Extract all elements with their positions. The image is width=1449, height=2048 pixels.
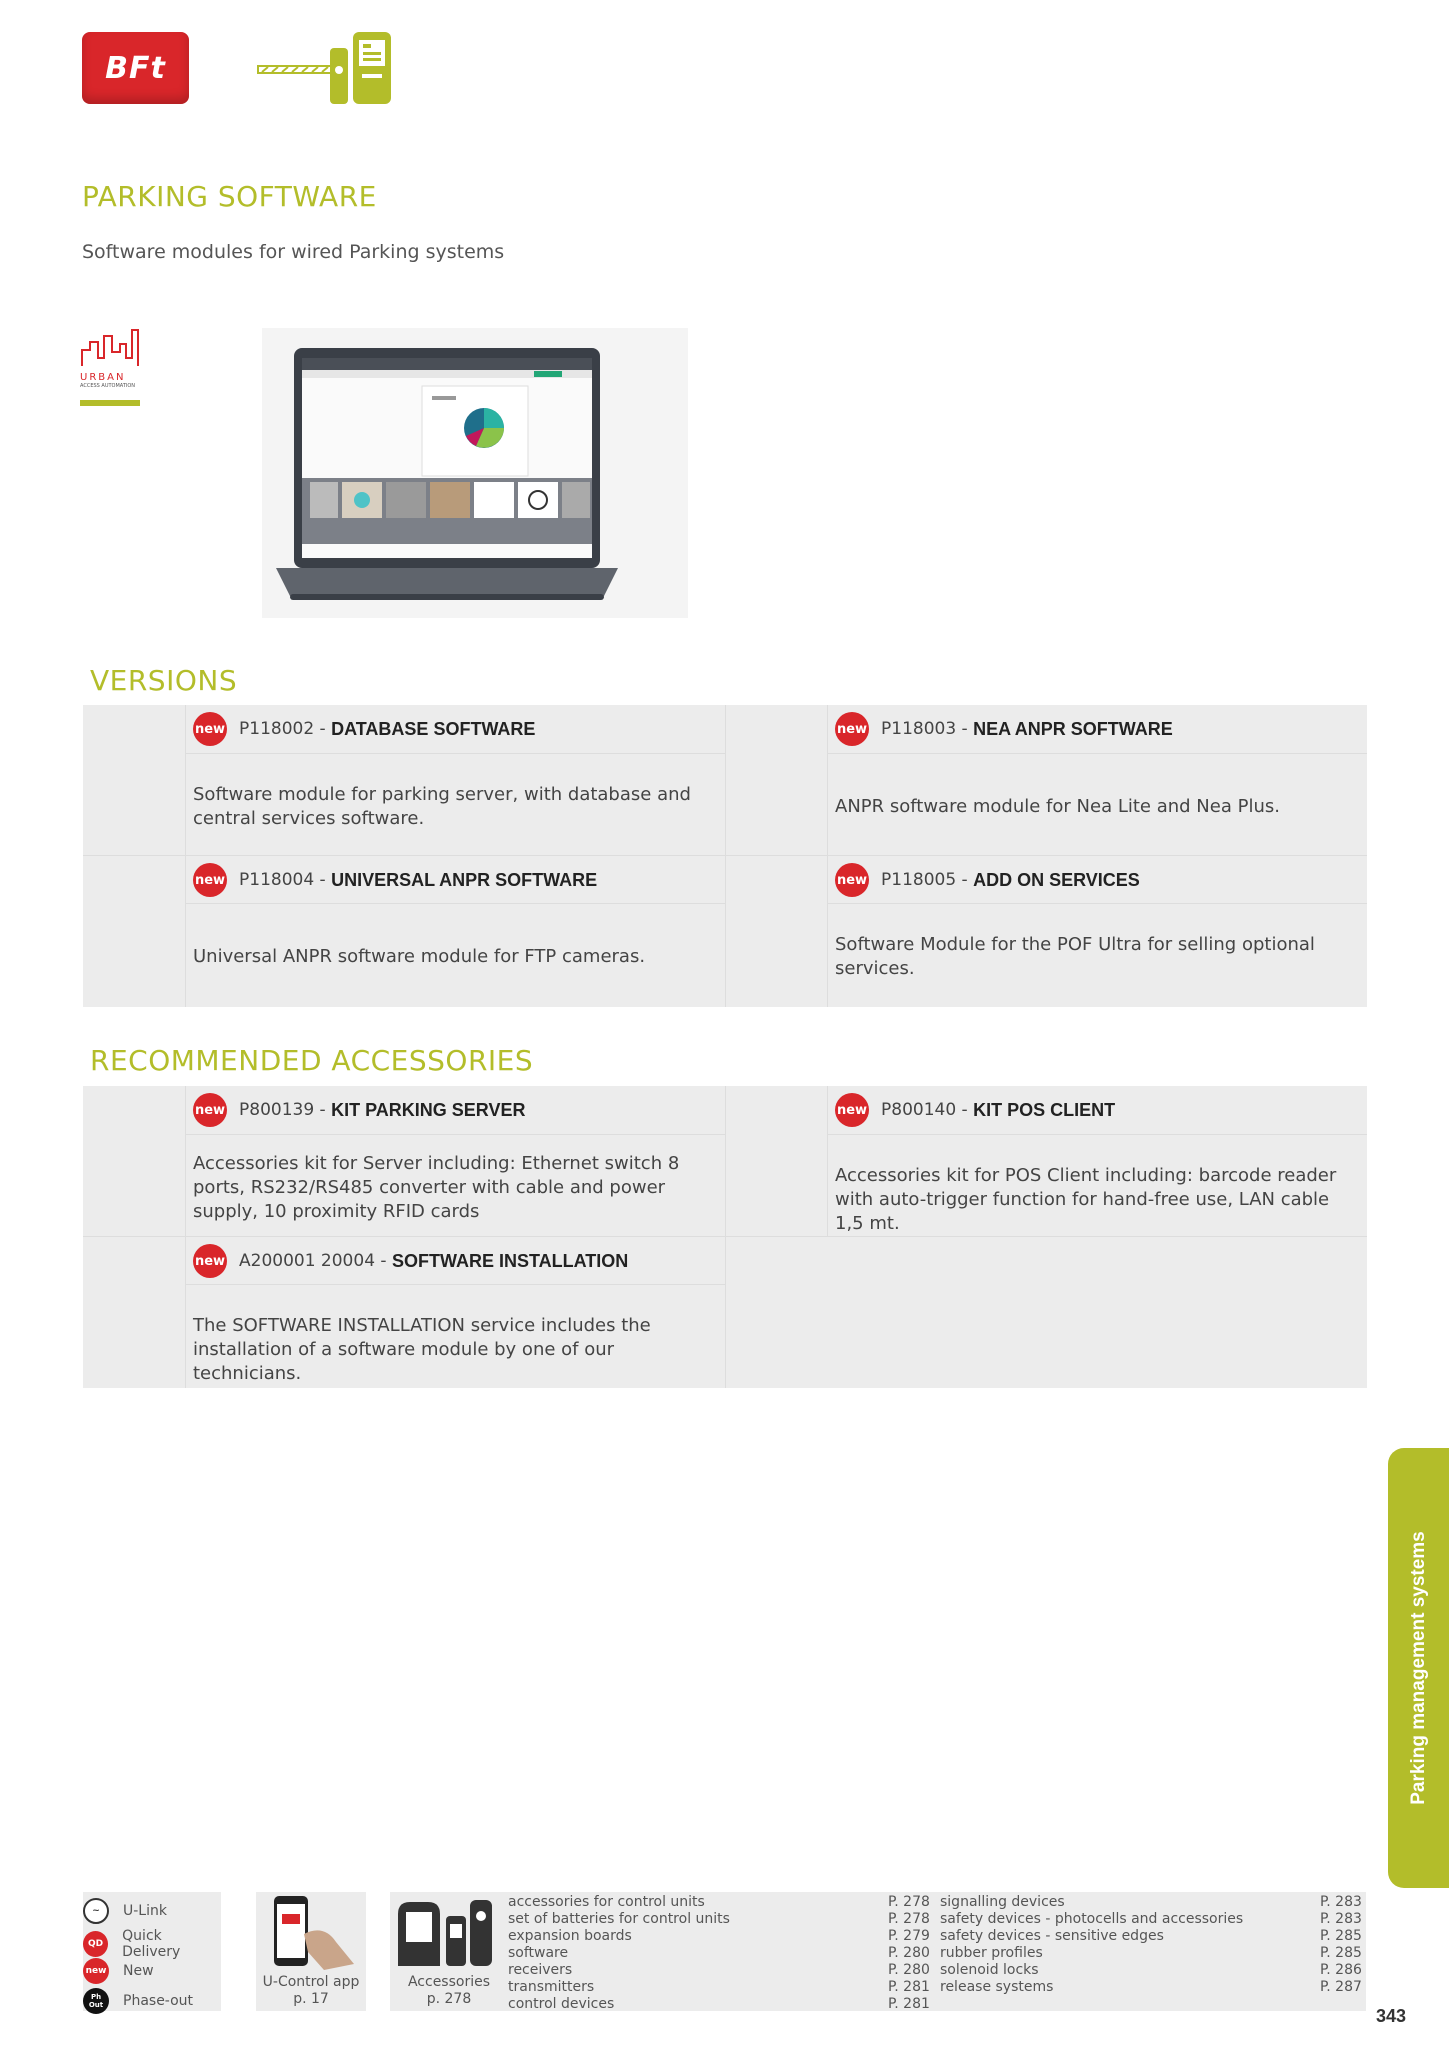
row-divider (185, 1284, 725, 1285)
page-number: 343 (1376, 2006, 1407, 2026)
row-divider (83, 855, 1367, 856)
product-heading-p800140 (835, 1093, 1115, 1127)
list-item[interactable]: expansion boards (508, 1928, 632, 1944)
product-code: P118004 (239, 870, 315, 890)
list-item[interactable]: software (508, 1945, 569, 1961)
row-divider (827, 903, 1367, 904)
urban-label: URBAN (80, 372, 126, 383)
accessories-table (83, 1086, 1367, 1388)
list-page: P. 278 (888, 1894, 930, 1910)
legend-new (83, 1958, 154, 1984)
separator: - (314, 1100, 332, 1120)
list-page: P. 285 (1320, 1928, 1362, 1944)
new-badge-icon: new (193, 712, 227, 746)
page-title: PARKING SOFTWARE (82, 180, 377, 213)
parking-barrier-icon (256, 28, 396, 108)
new-badge-icon: new (835, 712, 869, 746)
column-divider (185, 1086, 186, 1388)
legend-label: New (123, 1963, 154, 1979)
product-description: Accessories kit for Server including: Ethernet switch 8 ports, RS232/RS485 converter with cable and power supply, 10 proximity RFID cards (193, 1153, 680, 1222)
quick-delivery-icon: QD (83, 1931, 108, 1957)
legend-label: Phase-out (123, 1993, 194, 2009)
row-divider (83, 1236, 1367, 1237)
product-name: DATABASE SOFTWARE (331, 718, 536, 739)
versions-table (83, 705, 1367, 1007)
separator: - (375, 1251, 392, 1271)
list-item[interactable]: safety devices - sensitive edges (940, 1928, 1164, 1944)
product-code: A200001 20004 (239, 1251, 376, 1271)
row-divider (185, 903, 725, 904)
footer-pages-right (1320, 1894, 1366, 1996)
product-heading-p118002 (193, 712, 535, 746)
list-page: P. 281 (888, 1996, 930, 2012)
new-badge-icon: new (193, 1093, 227, 1127)
list-item[interactable]: safety devices - photocells and accessories (940, 1911, 1244, 1927)
u-link-icon: ~ (83, 1898, 109, 1924)
list-item[interactable]: signalling devices (940, 1894, 1065, 1910)
product-name: KIT PARKING SERVER (331, 1099, 526, 1120)
side-tab-label: Parking management systems (1407, 1531, 1429, 1805)
product-code: P800140 (881, 1100, 957, 1120)
product-code: P118005 (881, 870, 957, 890)
footer-pages-left (888, 1894, 940, 2013)
new-badge-icon: new (193, 863, 227, 897)
app-page: p. 17 (293, 1991, 329, 2007)
list-item[interactable]: set of batteries for control units (508, 1911, 730, 1927)
footer-list-right (940, 1894, 1320, 1996)
list-page: P. 283 (1320, 1911, 1362, 1927)
versions-heading: VERSIONS (90, 664, 238, 697)
list-item[interactable]: solenoid locks (940, 1962, 1039, 1978)
list-page: P. 281 (888, 1979, 930, 1995)
list-item[interactable]: control devices (508, 1996, 615, 2012)
column-divider (827, 705, 828, 1007)
column-divider (725, 705, 726, 1007)
separator: - (314, 719, 332, 739)
separator: - (956, 1100, 974, 1120)
footer-list-left (508, 1894, 888, 2013)
new-badge-icon: new (835, 1093, 869, 1127)
product-name: KIT POS CLIENT (973, 1099, 1116, 1120)
product-description: The SOFTWARE INSTALLATION service includes the installation of a software module by one of our technicians. (193, 1315, 651, 1384)
city-skyline-icon (80, 328, 144, 368)
product-heading-p118005 (835, 863, 1140, 897)
separator: - (314, 870, 332, 890)
list-item[interactable]: transmitters (508, 1979, 595, 1995)
app-label: U-Control app (262, 1974, 360, 1990)
page-subtitle: Software modules for wired Parking systems (82, 241, 505, 263)
separator: - (956, 719, 974, 739)
section-side-tab[interactable] (1388, 1448, 1449, 1888)
list-page: P. 278 (888, 1911, 930, 1927)
new-badge-icon: new (193, 1244, 227, 1278)
legend-phase-out (83, 1988, 193, 2014)
laptop-software-image (262, 328, 688, 618)
product-name: UNIVERSAL ANPR SOFTWARE (331, 869, 598, 890)
column-divider (725, 1086, 726, 1388)
product-description: Universal ANPR software module for FTP cameras. (193, 946, 646, 967)
new-badge-icon: new (835, 863, 869, 897)
row-divider (185, 1134, 725, 1135)
list-page: P. 283 (1320, 1894, 1362, 1910)
footer-app-box[interactable] (256, 1892, 366, 2011)
footer-accessories-box (390, 1892, 1366, 2011)
legend-quick-delivery (83, 1928, 221, 1960)
urban-underline (80, 400, 140, 406)
urban-sub-label: ACCESS AUTOMATION (80, 383, 136, 389)
row-divider (185, 753, 725, 754)
list-item[interactable]: rubber profiles (940, 1945, 1043, 1961)
phase-out-icon: Ph Out (83, 1988, 109, 2014)
new-icon: new (83, 1958, 109, 1984)
product-name: ADD ON SERVICES (973, 869, 1140, 890)
list-page: P. 285 (1320, 1945, 1362, 1961)
accessories-label: Accessories (407, 1974, 491, 1990)
product-code: P800139 (239, 1100, 315, 1120)
row-divider (827, 753, 1367, 754)
list-page: P. 279 (888, 1928, 930, 1944)
legend-label: U-Link (123, 1903, 167, 1919)
accessories-heading: RECOMMENDED ACCESSORIES (90, 1044, 534, 1077)
product-heading-a200001-20004 (193, 1244, 628, 1278)
product-description: Accessories kit for POS Client including: barcode reader with auto-trigger function for hand-free use, LAN cable 1,5 mt. (835, 1165, 1337, 1234)
product-name: SOFTWARE INSTALLATION (391, 1250, 629, 1271)
list-item[interactable]: receivers (508, 1962, 573, 1978)
product-code: P118003 (881, 719, 957, 739)
urban-access-automation-icon (80, 328, 144, 402)
product-name: NEA ANPR SOFTWARE (973, 718, 1173, 739)
list-page: P. 287 (1320, 1979, 1362, 1995)
product-heading-p800139 (193, 1093, 525, 1127)
bft-logo: BFt (82, 32, 189, 104)
legend-u-link (83, 1898, 167, 1924)
row-divider (827, 1134, 1367, 1135)
smartphone-hand-icon (264, 1894, 360, 1970)
product-heading-p118003 (835, 712, 1173, 746)
list-page: P. 286 (1320, 1962, 1362, 1978)
product-description: ANPR software module for Nea Lite and Nea Plus. (835, 796, 1280, 817)
product-code: P118002 (239, 719, 315, 739)
column-divider (827, 1086, 828, 1236)
product-heading-p118004 (193, 863, 597, 897)
list-item[interactable]: accessories for control units (508, 1894, 705, 1910)
product-description: Software Module for the POF Ultra for selling optional services. (835, 934, 1315, 979)
accessories-devices-icon (394, 1896, 498, 1970)
footer-legend (83, 1892, 221, 2011)
list-page: P. 280 (888, 1962, 930, 1978)
list-page: P. 280 (888, 1945, 930, 1961)
separator: - (956, 870, 974, 890)
product-description: Software module for parking server, with database and central services software. (193, 784, 691, 829)
accessories-page: p. 278 (426, 1991, 472, 2007)
list-item[interactable]: release systems (940, 1979, 1054, 1995)
legend-label: Quick Delivery (122, 1928, 181, 1960)
column-divider (185, 705, 186, 1007)
